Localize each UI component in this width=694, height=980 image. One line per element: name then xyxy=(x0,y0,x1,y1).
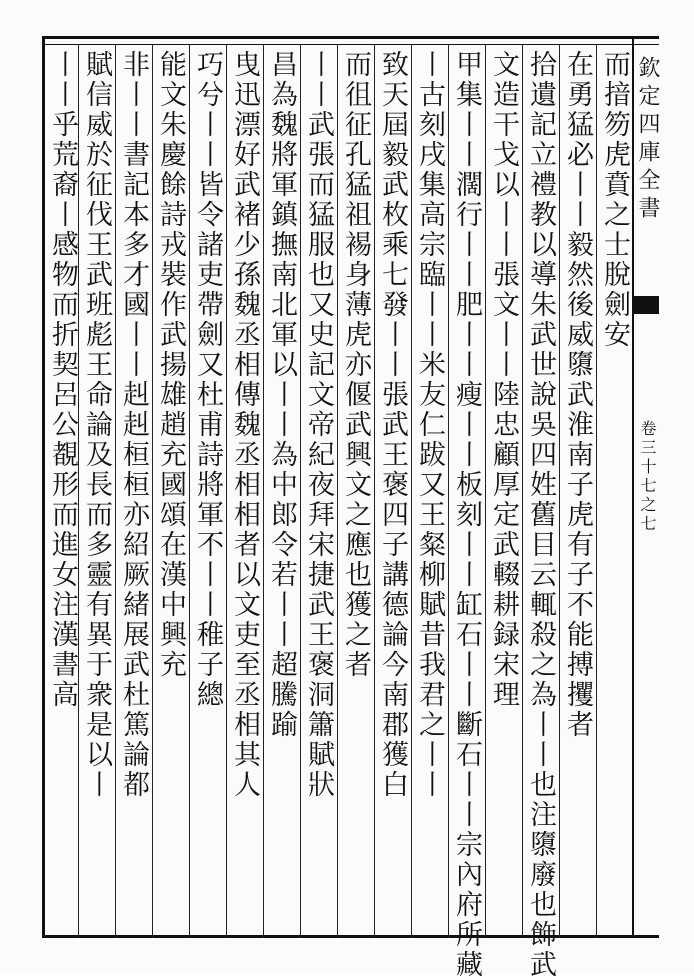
text-column-13: 能文朱慶餘詩戎裝作武揚雄趙充國頌在漢中興充 xyxy=(155,50,186,680)
text-column-3: 拾遺記立禮教以導朱武世說吳四姓舊目云輒殺之為丨丨也注隳廢也飾武 xyxy=(525,50,556,980)
text-column-11: 曳迅漂好武褚少孫魏丞相傳魏丞相相者以文吏至丞相其人 xyxy=(229,50,260,800)
column-rule xyxy=(78,44,79,938)
text-column-6: 丨古刻戌集高宗臨丨丨米友仁跋又王粲柳賦昔我君之丨丨 xyxy=(414,50,445,800)
column-rule xyxy=(485,44,486,938)
column-rule xyxy=(559,44,560,938)
text-column-4: 文造干戈以丨丨張文丨丨陸忠顧厚定武輟耕録宋理 xyxy=(488,50,519,710)
text-column-10: 昌為魏將軍鎮撫南北軍以丨丨為中郎令若丨丨超騰踰 xyxy=(266,50,297,740)
column-rule xyxy=(263,44,264,938)
text-column-1: 而揞笏虎賁之士脫劍安 xyxy=(599,50,630,350)
gutter-rule xyxy=(632,36,634,938)
column-rule xyxy=(337,44,338,938)
column-rule xyxy=(374,44,375,938)
column-rule xyxy=(411,44,412,938)
column-rule xyxy=(300,44,301,938)
book-title: 欽定四庫全書 xyxy=(635,56,660,224)
fish-tail-mark xyxy=(634,296,659,314)
text-column-15: 賦信威於征伐王武班彪王命論及長而多靈有異于衆是以丨 xyxy=(81,50,112,800)
text-column-5: 甲集丨丨濶行丨丨肥丨丨瘦丨丨板刻丨丨缸石丨丨斷石丨丨宗內府所藏 xyxy=(451,50,482,980)
text-column-8: 而徂征孔猛祖裼身薄虎亦偃武興文之應也獲之者 xyxy=(340,50,371,680)
text-column-16: 丨丨乎荒裔丨感物而折契呂公覩形而進女注漢書高 xyxy=(47,50,78,710)
column-rule xyxy=(152,44,153,938)
text-column-7: 致天屆毅武枚乘七發丨丨張武王褒四子講德論今南郡獲白 xyxy=(377,50,408,800)
volume-label: 卷三十七之七 xyxy=(638,420,657,534)
column-rule xyxy=(115,44,116,938)
column-rule xyxy=(522,44,523,938)
column-rule xyxy=(189,44,190,938)
column-rule xyxy=(596,44,597,938)
text-column-9: 丨丨武張而猛服也又史記文帝紀夜拜宋捷武王褒洞簫賦狀 xyxy=(303,50,334,800)
top-rule xyxy=(42,44,659,45)
text-column-14: 非丨丨書記本多才國丨丨赳赳桓桓亦紹厥緒展武杜篤論都 xyxy=(118,50,149,800)
column-rule xyxy=(448,44,449,938)
text-column-2: 在勇猛必丨丨毅然後威隳武淮南子虎有子不能搏攫者 xyxy=(562,50,593,740)
column-rule xyxy=(226,44,227,938)
text-column-12: 巧兮丨丨皆令諸吏帶劍又杜甫詩將軍不丨丨稚子總 xyxy=(192,50,223,710)
